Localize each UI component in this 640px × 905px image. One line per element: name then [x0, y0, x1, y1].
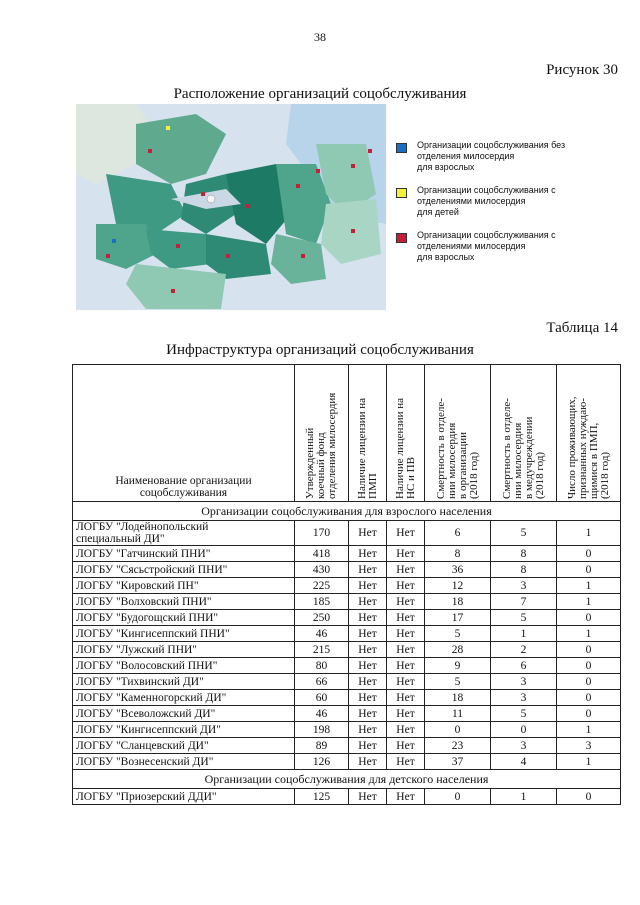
license-pmp-cell: Нет: [349, 546, 387, 562]
legend-label: Организации соцобслуживания с отделениями милосердия для взрослых: [417, 230, 556, 262]
mortality-org-cell: 18: [425, 690, 491, 706]
table-header-row: [73, 365, 621, 502]
mortality-org-cell: 8: [425, 546, 491, 562]
table-number: Таблица 14: [546, 320, 618, 336]
header-mortality-org: Смертность в отделе- нии милосердия в организации (2018 год): [425, 365, 491, 502]
org-name-cell: ЛОГБУ "Тихвинский ДИ": [73, 674, 295, 690]
residents-pmp-cell: 1: [557, 754, 621, 770]
marker-kirovsk: [246, 204, 250, 208]
mortality-med-cell: 2: [491, 642, 557, 658]
legend-swatch-blue: [396, 143, 407, 153]
license-pmp-cell: Нет: [349, 754, 387, 770]
legend-item: [396, 140, 636, 173]
header-license-pmp: Наличие лицензии на ПМП: [349, 365, 387, 502]
license-ns-pv-cell: Нет: [387, 594, 425, 610]
table-row: [73, 546, 621, 562]
license-ns-pv-cell: Нет: [387, 578, 425, 594]
mortality-org-cell: 5: [425, 626, 491, 642]
license-pmp-cell: Нет: [349, 706, 387, 722]
mortality-med-cell: 8: [491, 562, 557, 578]
org-name-cell: ЛОГБУ "Лужский ПНИ": [73, 642, 295, 658]
table-row: [73, 642, 621, 658]
beds-count-cell: 46: [295, 706, 349, 722]
legend-swatch-yellow: [396, 188, 407, 198]
residents-pmp-cell: 0: [557, 546, 621, 562]
license-ns-pv-cell: Нет: [387, 626, 425, 642]
beds-count-cell: 185: [295, 594, 349, 610]
header-residents-pmp: Число проживающих, признанных нуждаю- щимися в ПМП, (2018 год): [557, 365, 621, 502]
org-name-cell: ЛОГБУ "Кировский ПН": [73, 578, 295, 594]
mortality-org-cell: 0: [425, 722, 491, 738]
table-body: [73, 502, 621, 805]
figure-number: Рисунок 30: [546, 62, 618, 78]
mortality-org-cell: 18: [425, 594, 491, 610]
license-ns-pv-cell: Нет: [387, 738, 425, 754]
org-name-cell: ЛОГБУ "Вознесенский ДИ": [73, 754, 295, 770]
license-pmp-cell: Нет: [349, 578, 387, 594]
mortality-med-cell: 3: [491, 690, 557, 706]
residents-pmp-cell: 0: [557, 789, 621, 805]
license-ns-pv-cell: Нет: [387, 722, 425, 738]
mortality-org-cell: 17: [425, 610, 491, 626]
org-name-cell: ЛОГБУ "Лодейнопольский специальный ДИ": [73, 521, 295, 546]
license-pmp-cell: Нет: [349, 722, 387, 738]
beds-count-cell: 430: [295, 562, 349, 578]
license-ns-pv-cell: Нет: [387, 521, 425, 546]
mortality-org-cell: 5: [425, 674, 491, 690]
marker-lodeynoye: [351, 164, 355, 168]
mortality-med-cell: 6: [491, 658, 557, 674]
org-name-cell: ЛОГБУ "Будогощский ПНИ": [73, 610, 295, 626]
license-pmp-cell: Нет: [349, 594, 387, 610]
residents-pmp-cell: 0: [557, 658, 621, 674]
marker-vsevolozhsk: [201, 192, 205, 196]
section-label: Организации соцобслуживания для взрослого населения: [73, 502, 621, 521]
table-row: [73, 578, 621, 594]
marker-kamennogorsk: [148, 149, 152, 153]
license-pmp-cell: Нет: [349, 789, 387, 805]
mortality-org-cell: 11: [425, 706, 491, 722]
license-ns-pv-cell: Нет: [387, 610, 425, 626]
beds-count-cell: 46: [295, 626, 349, 642]
table-row: [73, 738, 621, 754]
license-ns-pv-cell: Нет: [387, 658, 425, 674]
license-ns-pv-cell: Нет: [387, 674, 425, 690]
mortality-org-cell: 36: [425, 562, 491, 578]
license-pmp-cell: Нет: [349, 626, 387, 642]
mortality-med-cell: 3: [491, 578, 557, 594]
license-pmp-cell: Нет: [349, 562, 387, 578]
mortality-med-cell: 5: [491, 610, 557, 626]
header-beds: Утвержденный коечный фонд отделения милосердия: [295, 365, 349, 502]
mortality-med-cell: 5: [491, 706, 557, 722]
beds-count-cell: 80: [295, 658, 349, 674]
header-license-ns-pv: Наличие лицензии на НС и ПВ: [387, 365, 425, 502]
license-pmp-cell: Нет: [349, 690, 387, 706]
legend-swatch-red: [396, 233, 407, 243]
beds-count-cell: 66: [295, 674, 349, 690]
marker-no-mercy-kingisepp: [112, 239, 116, 243]
marker-tikhvin: [351, 229, 355, 233]
org-name-cell: ЛОГБУ "Сясьстройский ПНИ": [73, 562, 295, 578]
mortality-med-cell: 8: [491, 546, 557, 562]
section-row-child: [73, 770, 621, 789]
mortality-org-cell: 37: [425, 754, 491, 770]
table-row: [73, 690, 621, 706]
beds-count-cell: 215: [295, 642, 349, 658]
table-row: [73, 789, 621, 805]
residents-pmp-cell: 0: [557, 690, 621, 706]
beds-count-cell: 170: [295, 521, 349, 546]
marker-child-priozersk: [166, 126, 170, 130]
legend-item: [396, 230, 636, 263]
residents-pmp-cell: 1: [557, 594, 621, 610]
mortality-org-cell: 23: [425, 738, 491, 754]
table-row: [73, 706, 621, 722]
section-row-adult: [73, 502, 621, 521]
table-row: [73, 754, 621, 770]
residents-pmp-cell: 1: [557, 722, 621, 738]
mortality-org-cell: 28: [425, 642, 491, 658]
table-row: [73, 610, 621, 626]
mortality-org-cell: 6: [425, 521, 491, 546]
residents-pmp-cell: 1: [557, 578, 621, 594]
figure-title: Расположение организаций соцобслуживания: [173, 86, 467, 102]
beds-count-cell: 418: [295, 546, 349, 562]
legend-label: Организации соцобслуживания с отделениями милосердия для детей: [417, 185, 556, 217]
legend-item: [396, 185, 636, 218]
mortality-med-cell: 0: [491, 722, 557, 738]
table-row: [73, 594, 621, 610]
marker-volkhov: [296, 184, 300, 188]
residents-pmp-cell: 1: [557, 626, 621, 642]
license-pmp-cell: Нет: [349, 521, 387, 546]
license-pmp-cell: Нет: [349, 674, 387, 690]
table-row: [73, 674, 621, 690]
license-ns-pv-cell: Нет: [387, 754, 425, 770]
map-legend: [396, 140, 636, 275]
org-name-cell: ЛОГБУ "Каменногорский ДИ": [73, 690, 295, 706]
org-name-cell: ЛОГБУ "Кингисеппский ПНИ": [73, 626, 295, 642]
mortality-org-cell: 12: [425, 578, 491, 594]
license-pmp-cell: Нет: [349, 738, 387, 754]
mortality-med-cell: 3: [491, 738, 557, 754]
org-name-cell: ЛОГБУ "Волосовский ПНИ": [73, 658, 295, 674]
mortality-org-cell: 9: [425, 658, 491, 674]
org-name-cell: ЛОГБУ "Сланцевский ДИ": [73, 738, 295, 754]
residents-pmp-cell: 0: [557, 706, 621, 722]
table-title: Инфраструктура организаций соцобслуживания: [166, 342, 474, 358]
marker-syasstroy: [316, 169, 320, 173]
org-name-cell: ЛОГБУ "Всеволожский ДИ": [73, 706, 295, 722]
residents-pmp-cell: 1: [557, 521, 621, 546]
org-name-cell: ЛОГБУ "Гатчинский ПНИ": [73, 546, 295, 562]
license-ns-pv-cell: Нет: [387, 642, 425, 658]
beds-count-cell: 126: [295, 754, 349, 770]
residents-pmp-cell: 0: [557, 674, 621, 690]
mortality-med-cell: 1: [491, 626, 557, 642]
residents-pmp-cell: 0: [557, 610, 621, 626]
beds-count-cell: 250: [295, 610, 349, 626]
license-ns-pv-cell: Нет: [387, 789, 425, 805]
beds-count-cell: 60: [295, 690, 349, 706]
legend-label: Организации соцобслуживания без отделения милосердия для взрослых: [417, 140, 566, 172]
mortality-med-cell: 7: [491, 594, 557, 610]
marker-voznesenye: [368, 149, 372, 153]
marker-volosovo: [176, 244, 180, 248]
org-name-cell: ЛОГБУ "Волховский ПНИ": [73, 594, 295, 610]
org-name-cell: ЛОГБУ "Приозерский ДДИ": [73, 789, 295, 805]
mortality-med-cell: 5: [491, 521, 557, 546]
license-ns-pv-cell: Нет: [387, 706, 425, 722]
mortality-org-cell: 0: [425, 789, 491, 805]
marker-slantsy: [106, 254, 110, 258]
residents-pmp-cell: 0: [557, 642, 621, 658]
table-row: [73, 562, 621, 578]
table-row: [73, 722, 621, 738]
table-row: [73, 521, 621, 546]
residents-pmp-cell: 0: [557, 562, 621, 578]
org-name-cell: ЛОГБУ "Кингисеппский ДИ": [73, 722, 295, 738]
mortality-med-cell: 3: [491, 674, 557, 690]
license-pmp-cell: Нет: [349, 642, 387, 658]
license-ns-pv-cell: Нет: [387, 690, 425, 706]
license-pmp-cell: Нет: [349, 610, 387, 626]
mortality-med-cell: 1: [491, 789, 557, 805]
table-row: [73, 626, 621, 642]
table-row: [73, 658, 621, 674]
beds-count-cell: 89: [295, 738, 349, 754]
region-map: [76, 104, 386, 310]
page-number: 38: [314, 30, 326, 44]
saint-petersburg-marker: [207, 195, 215, 203]
infrastructure-table: [72, 364, 621, 805]
residents-pmp-cell: 3: [557, 738, 621, 754]
beds-count-cell: 225: [295, 578, 349, 594]
marker-gatchina: [226, 254, 230, 258]
mortality-med-cell: 4: [491, 754, 557, 770]
beds-count-cell: 198: [295, 722, 349, 738]
license-ns-pv-cell: Нет: [387, 562, 425, 578]
marker-luga: [171, 289, 175, 293]
section-label: Организации соцобслуживания для детского населения: [73, 770, 621, 789]
beds-count-cell: 125: [295, 789, 349, 805]
license-pmp-cell: Нет: [349, 658, 387, 674]
header-mortality-med: Смертность в отделе- нии милосердия в медучреждении (2018 год): [491, 365, 557, 502]
marker-budogoshch: [301, 254, 305, 258]
header-org-name: Наименование организации соцобслуживания: [73, 365, 295, 502]
license-ns-pv-cell: Нет: [387, 546, 425, 562]
